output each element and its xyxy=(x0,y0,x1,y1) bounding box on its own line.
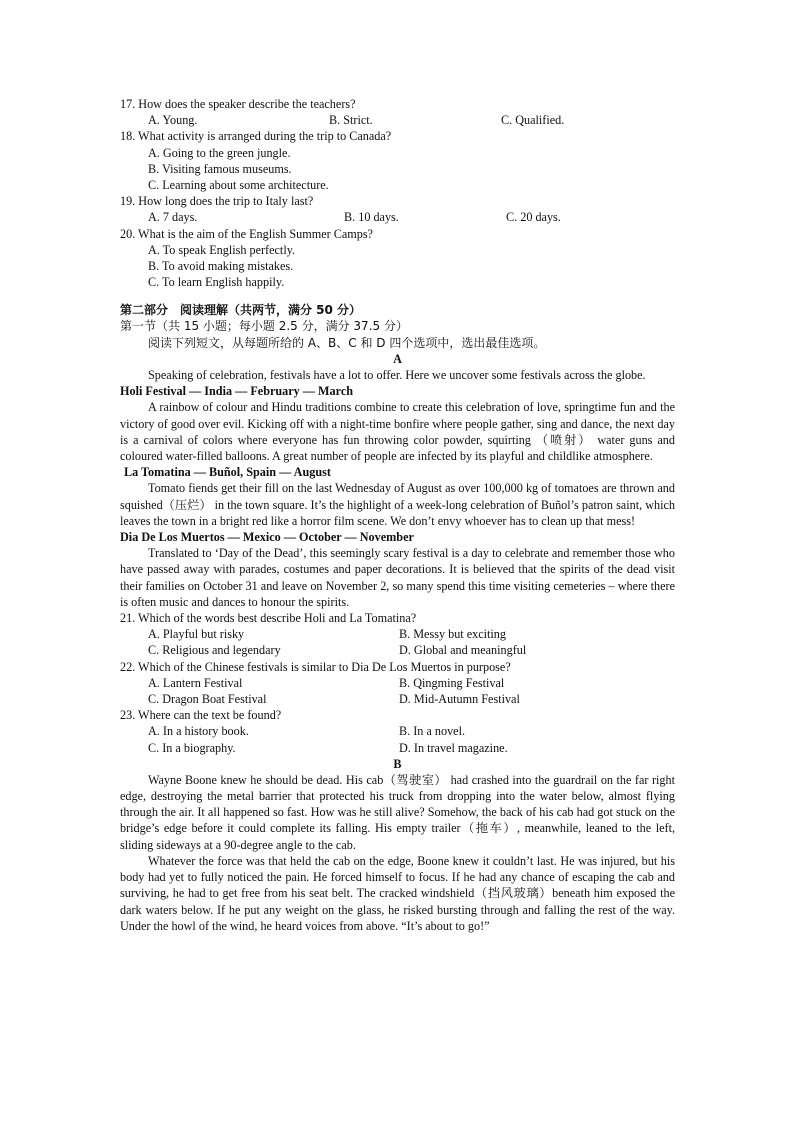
option-a: A. Lantern Festival xyxy=(148,675,243,690)
holi-section xyxy=(120,399,675,464)
tomatina-heading: La Tomatina — Buñol, Spain — August xyxy=(124,465,331,480)
question-18 xyxy=(120,128,675,193)
option-b: B. To avoid making mistakes. xyxy=(148,258,294,273)
question-text: 19. How long does the trip to Italy last? xyxy=(120,194,314,209)
question-20 xyxy=(120,226,675,291)
option-a: A. To speak English perfectly. xyxy=(148,242,296,257)
option-b: B. Visiting famous museums. xyxy=(148,161,292,176)
muertos-section xyxy=(120,545,675,610)
option-d: D. In travel magazine. xyxy=(399,740,508,755)
question-23 xyxy=(120,707,675,756)
option-c: C. Qualified. xyxy=(501,113,565,128)
muertos-heading: Dia De Los Muertos — Mexico — October — November xyxy=(120,530,414,544)
option-b: B. In a novel. xyxy=(399,724,466,739)
option-c: C. Religious and legendary xyxy=(148,643,281,658)
paragraph: Speaking of celebration, festivals have a lot to offer. Here we uncover some festivals across the globe. xyxy=(148,368,646,382)
question-text: 18. What activity is arranged during the trip to Canada? xyxy=(120,129,392,144)
passage-a-intro xyxy=(120,367,675,383)
option-c: C. To learn English happily. xyxy=(148,275,285,290)
paragraph: A rainbow of colour and Hindu traditions combine to create this celebration of love, springtime fun and the victory of good over evil. Kicking off with a night-time bonfire where people gather, sing and dance, the next day is a carnival of colors where everyone has fun throwing color powder, squirting （喷射） water guns and coloured water-filled balloons. A great number of people are infected by its playful and childlike atmosphere. xyxy=(120,400,675,463)
question-text: 21. Which of the words best describe Holi and La Tomatina? xyxy=(120,611,417,625)
question-21 xyxy=(120,610,675,659)
option-b: B. 10 days. xyxy=(344,210,399,225)
paragraph: Tomato fiends get their fill on the last Wednesday of August as over 100,000 kg of tomatoes are thrown and squished（压烂） in the town square. It’s the highlight of a week-long celebration of Buñol’s patron saint, which leaves the town in a bright red like a horror film scene. We don’t envy whoever has to clean up that mess! xyxy=(120,481,675,528)
passage-b-label: B xyxy=(393,756,402,771)
option-a: A. Young. xyxy=(148,113,198,128)
paragraph: Whatever the force was that held the cab on the edge, Boone knew it couldn’t last. He was injured, but his body had yet to fully noticed the pain. He forced himself to focus. If he had any chance of escaping the cab and surviving, he had to get free from his seat belt. The cracked windshield（挡风玻璃）beneath him exposed the dark waters below. If he put any weight on the glass, he risked bursting through and falling the rest of the way. Under the howl of the wind, he heard voices from above. “It’s about to go!” xyxy=(120,853,675,933)
option-d: D. Global and meaningful xyxy=(399,643,527,658)
option-b: B. Messy but exciting xyxy=(399,627,506,642)
question-22 xyxy=(120,659,675,708)
passage-a-label: A xyxy=(393,351,402,366)
paragraph: Wayne Boone knew he should be dead. His cab（驾驶室） had crashed into the guardrail on the far right edge, destroying the metal barrier that protected his truck from dropping into the water below, almost flying through the air. It all happened so fast. How was he still alive? Somehow, the back of his cab had got stuck on the bridge’s edge before it could complete its falling. His empty trailer（拖车）, meanwhile, leaned to the left, sliding sideways at a 90-degree angle to the cab. xyxy=(120,772,675,852)
question-text: 23. Where can the text be found? xyxy=(120,708,282,723)
question-19 xyxy=(120,193,675,225)
option-a: A. In a history book. xyxy=(148,724,249,739)
tomatina-section xyxy=(120,480,675,529)
part-two-heading: 第二部分 阅读理解（共两节，满分 50 分） xyxy=(120,303,362,318)
option-c: C. Dragon Boat Festival xyxy=(148,691,267,706)
option-a: A. Playful but risky xyxy=(148,627,245,642)
option-b: B. Qingming Festival xyxy=(399,675,505,690)
question-text: 17. How does the speaker describe the teachers? xyxy=(120,97,356,111)
question-text: 22. Which of the Chinese festivals is similar to Dia De Los Muertos in purpose? xyxy=(120,659,511,674)
option-d: D. Mid-Autumn Festival xyxy=(399,691,520,706)
option-c: C. In a biography. xyxy=(148,740,236,755)
option-a: A. Going to the green jungle. xyxy=(148,145,291,160)
passage-b-text xyxy=(120,772,675,934)
instructions: 阅读下列短文，从每题所给的 A、B、C 和 D 四个选项中，选出最佳选项。 xyxy=(148,335,546,350)
paragraph: Translated to ‘Day of the Dead’, this seemingly scary festival is a day to celebrate and remember those who have passed away with parades, costumes and paper decorations. It is believed that the spirits of the dead visit their families on October 31 and leave on November 2, so many spend this time visiting cemeteries – where there is often music and dances to honour the spirits. xyxy=(120,546,675,609)
section-one-heading: 第一节（共 15 小题；每小题 2.5 分，满分 37.5 分） xyxy=(120,319,408,334)
option-b: B. Strict. xyxy=(329,113,373,128)
exam-page xyxy=(120,96,675,934)
option-c: C. 20 days. xyxy=(506,210,561,225)
option-a: A. 7 days. xyxy=(148,210,198,225)
option-c: C. Learning about some architecture. xyxy=(148,177,329,192)
holi-heading: Holi Festival — India — February — March xyxy=(120,384,354,399)
question-17 xyxy=(120,96,675,128)
question-text: 20. What is the aim of the English Summer Camps? xyxy=(120,226,373,241)
